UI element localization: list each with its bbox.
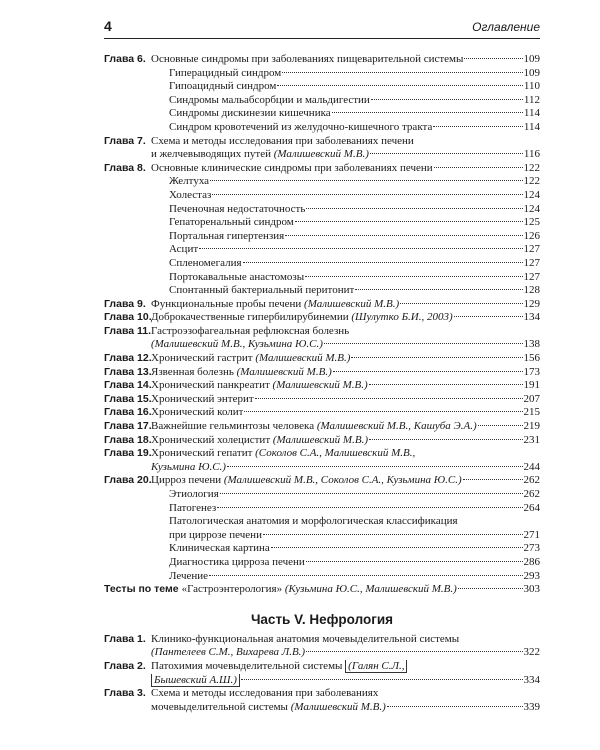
chapter-label: Глава 13. <box>104 365 152 378</box>
page-ref: 156 <box>523 352 540 365</box>
section-title: Синдром кровотечений из желудочно-кишечного тракта <box>169 120 433 133</box>
page-ref: 124 <box>523 202 540 215</box>
section-title: Лечение <box>169 569 209 582</box>
highlighted-author: (Галян С.Л., <box>345 660 407 673</box>
section-title: Диагностика цирроза печени <box>169 555 305 568</box>
chapter-label: Глава 19. <box>104 447 152 460</box>
part-heading: Часть V. Нефрология <box>250 611 394 627</box>
leader-dots <box>241 679 523 680</box>
toc-subentry <box>104 80 540 94</box>
leader-dots <box>387 706 523 707</box>
leader-dots <box>355 289 522 290</box>
chapter-title: Хронический энтерит <box>151 392 254 405</box>
chapter-title: Гастроэзофагеальная рефлюксная болезнь <box>151 324 350 337</box>
chapter-title: Хронический гастрит (Малишевский М.В.) <box>151 352 351 365</box>
page-ref: 334 <box>523 673 540 686</box>
leader-dots <box>212 194 522 195</box>
chapter-label: Глава 10. <box>104 311 152 324</box>
chapter-label: Глава 16. <box>104 406 152 419</box>
page-ref: 128 <box>523 284 540 297</box>
toc-entry-tests <box>104 583 540 597</box>
chapter-label: Глава 9. <box>104 297 146 310</box>
page-ref: 129 <box>523 297 540 310</box>
chapter-author: (Малишевский М.В., Кузьмина Ю.С.) <box>151 338 323 351</box>
toc-entry-continuation <box>104 148 540 162</box>
leader-dots <box>332 112 523 113</box>
page-ref: 286 <box>523 555 540 568</box>
toc-subentry <box>104 488 540 502</box>
chapter-author: (Кузьмина Ю.С., Малишевский М.В.) <box>284 583 457 596</box>
section-title: Синдромы дискинезии кишечника <box>169 107 331 120</box>
section-title: Гепаторенальный синдром <box>169 216 294 229</box>
toc-entry <box>104 298 540 312</box>
chapter-label: Глава 2. <box>104 659 146 672</box>
leader-dots <box>370 153 523 154</box>
toc-subentry <box>104 515 540 529</box>
toc-subentry <box>104 243 540 257</box>
page-ref: 127 <box>523 256 540 269</box>
leader-dots <box>333 371 523 372</box>
page-ref: 122 <box>523 175 540 188</box>
toc-subentry <box>104 67 540 81</box>
leader-dots <box>263 534 523 535</box>
leader-dots <box>227 466 523 467</box>
leader-dots <box>478 425 523 426</box>
highlighted-author: Бышевский А.Ш.) <box>151 674 240 687</box>
toc-subentry <box>104 230 540 244</box>
chapter-author: (Малишевский М.В.) <box>273 148 369 161</box>
leader-dots <box>295 221 523 222</box>
leader-dots <box>282 72 522 73</box>
chapter-title-cont: и желчевыводящих путей (Малишевский М.В.) <box>151 148 369 161</box>
toc-entry <box>104 135 540 149</box>
leader-dots <box>285 235 522 236</box>
page-ref: 110 <box>523 80 540 93</box>
tests-title: «Гастроэнтерология» (Кузьмина Ю.С., Малишевский М.В.) <box>181 583 457 596</box>
chapter-label: Глава 18. <box>104 433 152 446</box>
chapter-title: Хронический гепатит (Соколов С.А., Малишевский М.В., <box>151 447 416 460</box>
chapter-title: Цирроз печени (Малишевский М.В., Соколов С.А., Кузьмина Ю.С.) <box>151 474 462 487</box>
page-ref: 114 <box>523 107 540 120</box>
chapter-author: (Малишевский М.В.) <box>272 379 368 392</box>
chapter-author: (Малишевский М.В.) <box>272 433 368 446</box>
toc-subentry <box>104 121 540 135</box>
chapter-author: (Малишевский М.В., Соколов С.А., Кузьмина Ю.С.) <box>223 474 462 487</box>
leader-dots <box>244 411 522 412</box>
page-ref: 191 <box>523 379 540 392</box>
header-rule <box>104 38 540 39</box>
chapter-label: Глава 20. <box>104 474 152 487</box>
toc-subentry <box>104 284 540 298</box>
toc-entry <box>104 633 540 647</box>
chapter-title: Схема и методы исследования при заболеваниях <box>151 687 379 700</box>
chapter-label: Глава 17. <box>104 420 152 433</box>
page-ref: 109 <box>523 53 540 65</box>
chapter-author: (Малишевский М.В.) <box>304 297 400 310</box>
toc-entry <box>104 474 540 488</box>
chapter-label: Глава 12. <box>104 352 152 365</box>
leader-dots <box>199 248 522 249</box>
page-ref: 127 <box>523 243 540 256</box>
page-ref: 262 <box>523 488 540 500</box>
chapter-label: Глава 3. <box>104 687 146 700</box>
chapter-label: Глава 14. <box>104 379 152 392</box>
toc-entry <box>104 447 540 461</box>
chapter-title: Важнейшие гельминтозы человека (Малишевский М.В., Кашуба Э.А.) <box>151 420 477 433</box>
running-title: Оглавление <box>472 20 540 34</box>
leader-dots <box>306 208 522 209</box>
leader-dots <box>306 561 523 562</box>
section-title-cont: при циррозе печени <box>169 528 262 541</box>
chapter-author: (Малишевский М.В., Кашуба Э.А.) <box>316 420 477 433</box>
page-ref: 264 <box>523 501 540 514</box>
section-title: Патогенез <box>169 501 217 514</box>
leader-dots <box>255 398 523 399</box>
chapter-title: Хронический холецистит (Малишевский М.В.) <box>151 433 368 446</box>
leader-dots <box>324 343 523 344</box>
section-title: Гипоацидный синдром <box>169 80 277 93</box>
section-title: Синдромы мальабсорбции и мальдигестии <box>169 93 370 106</box>
toc-entry-continuation <box>104 674 540 688</box>
page-header <box>104 18 540 38</box>
page-ref: 271 <box>523 528 540 541</box>
section-title: Спленомегалия <box>169 256 242 269</box>
section-title: Холестаз <box>169 188 212 201</box>
leader-dots <box>458 588 523 589</box>
toc-entry <box>104 393 540 407</box>
toc-entry <box>104 352 540 366</box>
toc-subentry <box>104 94 540 108</box>
chapter-author: (Малишевский М.В.) <box>290 700 386 713</box>
toc-subentry <box>104 556 540 570</box>
leader-dots <box>369 439 523 440</box>
chapter-label: Глава 11. <box>104 324 152 337</box>
page-ref: 114 <box>523 120 540 133</box>
section-title: Гиперацидный синдром <box>169 66 282 79</box>
leader-dots <box>271 547 523 548</box>
toc-entry <box>104 379 540 393</box>
page-ref: 339 <box>523 700 540 713</box>
leader-dots <box>210 180 522 181</box>
chapter-label: Глава 7. <box>104 134 146 147</box>
toc-entry <box>104 406 540 420</box>
section-title: Печеночная недостаточность <box>169 202 306 215</box>
page-ref: 127 <box>523 270 540 283</box>
toc-subentry-continuation <box>104 529 540 543</box>
section-title: Желтуха <box>169 175 210 188</box>
chapter-author: (Пантелеев С.М., Вихарева Л.В.) <box>151 646 306 659</box>
toc-subentry <box>104 107 540 121</box>
leader-dots <box>464 58 522 59</box>
page-ref: 122 <box>523 161 540 174</box>
toc-entry-continuation <box>104 701 540 715</box>
page-ref: 293 <box>523 569 540 582</box>
toc-subentry <box>104 189 540 203</box>
chapter-title: Основные синдромы при заболеваниях пищеварительной системы <box>151 53 464 65</box>
toc-entry <box>104 660 540 674</box>
leader-dots <box>434 167 523 168</box>
leader-dots <box>454 316 523 317</box>
page-ref: 138 <box>523 338 540 351</box>
page-ref: 231 <box>523 433 540 446</box>
toc-entry <box>104 325 540 339</box>
page-ref: 124 <box>523 188 540 201</box>
chapter-title: Схема и методы исследования при заболеваниях печени <box>151 134 414 147</box>
toc-entry-continuation <box>104 461 540 475</box>
chapter-author: (Малишевский М.В.) <box>255 352 351 365</box>
page-ref: 303 <box>523 583 540 596</box>
chapter-title: Патохимия мочевыделительной системы (Галян С.Л., <box>151 660 407 674</box>
leader-dots <box>400 303 522 304</box>
section-title: Патологическая анатомия и морфологическая классификация <box>169 515 458 528</box>
leader-dots <box>306 651 522 652</box>
page-ref: 273 <box>523 542 540 555</box>
leader-dots <box>463 479 523 480</box>
section-title: Спонтанный бактериальный перитонит <box>169 284 355 297</box>
page-ref: 116 <box>523 148 540 161</box>
chapter-title: Язвенная болезнь (Малишевский М.В.) <box>151 365 332 378</box>
toc-entry <box>104 420 540 434</box>
section-title: Клиническая картина <box>169 542 270 555</box>
page-ref: 134 <box>523 311 540 324</box>
chapter-author-cont <box>151 674 240 688</box>
page-ref: 125 <box>523 216 540 229</box>
toc-entry <box>104 53 540 67</box>
leader-dots <box>369 384 523 385</box>
tests-label: Тесты по теме <box>104 583 179 596</box>
page-ref: 215 <box>523 406 540 419</box>
chapter-title: Основные клинические синдромы при заболеваниях печени <box>151 161 433 174</box>
chapter-title: Хронический панкреатит (Малишевский М.В.) <box>151 379 368 392</box>
page-ref: 112 <box>523 93 540 106</box>
page-ref: 322 <box>523 646 540 659</box>
page-ref: 126 <box>523 229 540 242</box>
toc-entry-continuation <box>104 646 540 660</box>
toc-subentry <box>104 203 540 217</box>
page-ref: 109 <box>523 66 540 79</box>
page-ref: 244 <box>523 460 540 473</box>
toc-subentry <box>104 271 540 285</box>
table-of-contents <box>104 53 540 714</box>
leader-dots <box>351 357 522 358</box>
page-ref: 262 <box>523 474 540 487</box>
chapter-title: Доброкачественные гипербилирубинемии (Шулутко Б.И., 2003) <box>151 311 453 324</box>
leader-dots <box>433 126 523 127</box>
leader-dots <box>277 85 523 86</box>
chapter-title: Хронический колит <box>151 406 244 419</box>
toc-entry <box>104 687 540 701</box>
toc-entry <box>104 434 540 448</box>
toc-subentry <box>104 502 540 516</box>
chapter-author: (Малишевский М.В.) <box>236 365 332 378</box>
chapter-label: Глава 1. <box>104 632 146 645</box>
leader-dots <box>209 575 522 576</box>
page-ref: 207 <box>523 392 540 405</box>
chapter-title: Функциональные пробы печени (Малишевский М.В.) <box>151 297 400 310</box>
toc-entry <box>104 311 540 325</box>
chapter-author: (Шулутко Б.И., 2003) <box>351 311 453 324</box>
chapter-label: Глава 8. <box>104 161 146 174</box>
chapter-title: Клинико-функциональная анатомия мочевыделительной системы <box>151 632 460 645</box>
toc-subentry <box>104 216 540 230</box>
section-title: Портокавальные анастомозы <box>169 270 305 283</box>
chapter-author: Кузьмина Ю.С.) <box>151 460 226 473</box>
page-number: 4 <box>104 18 112 34</box>
section-title: Портальная гипертензия <box>169 229 285 242</box>
toc-subentry <box>104 542 540 556</box>
section-title: Этиология <box>169 488 219 500</box>
chapter-title-cont: мочевыделительной системы (Малишевский М.В.) <box>151 700 386 713</box>
chapter-label: Глава 15. <box>104 392 152 405</box>
toc-subentry <box>104 175 540 189</box>
toc-subentry <box>104 570 540 584</box>
toc-entry <box>104 162 540 176</box>
leader-dots <box>243 262 523 263</box>
chapter-label: Глава 6. <box>104 53 146 65</box>
leader-dots <box>220 493 523 494</box>
toc-entry <box>104 366 540 380</box>
page-ref: 173 <box>523 365 540 378</box>
section-title: Асцит <box>169 243 199 256</box>
leader-dots <box>305 276 522 277</box>
page-ref: 219 <box>523 420 540 433</box>
toc-entry-continuation <box>104 338 540 352</box>
leader-dots <box>371 99 523 100</box>
toc-subentry <box>104 257 540 271</box>
leader-dots <box>217 507 522 508</box>
chapter-author: (Соколов С.А., Малишевский М.В., <box>255 447 416 460</box>
